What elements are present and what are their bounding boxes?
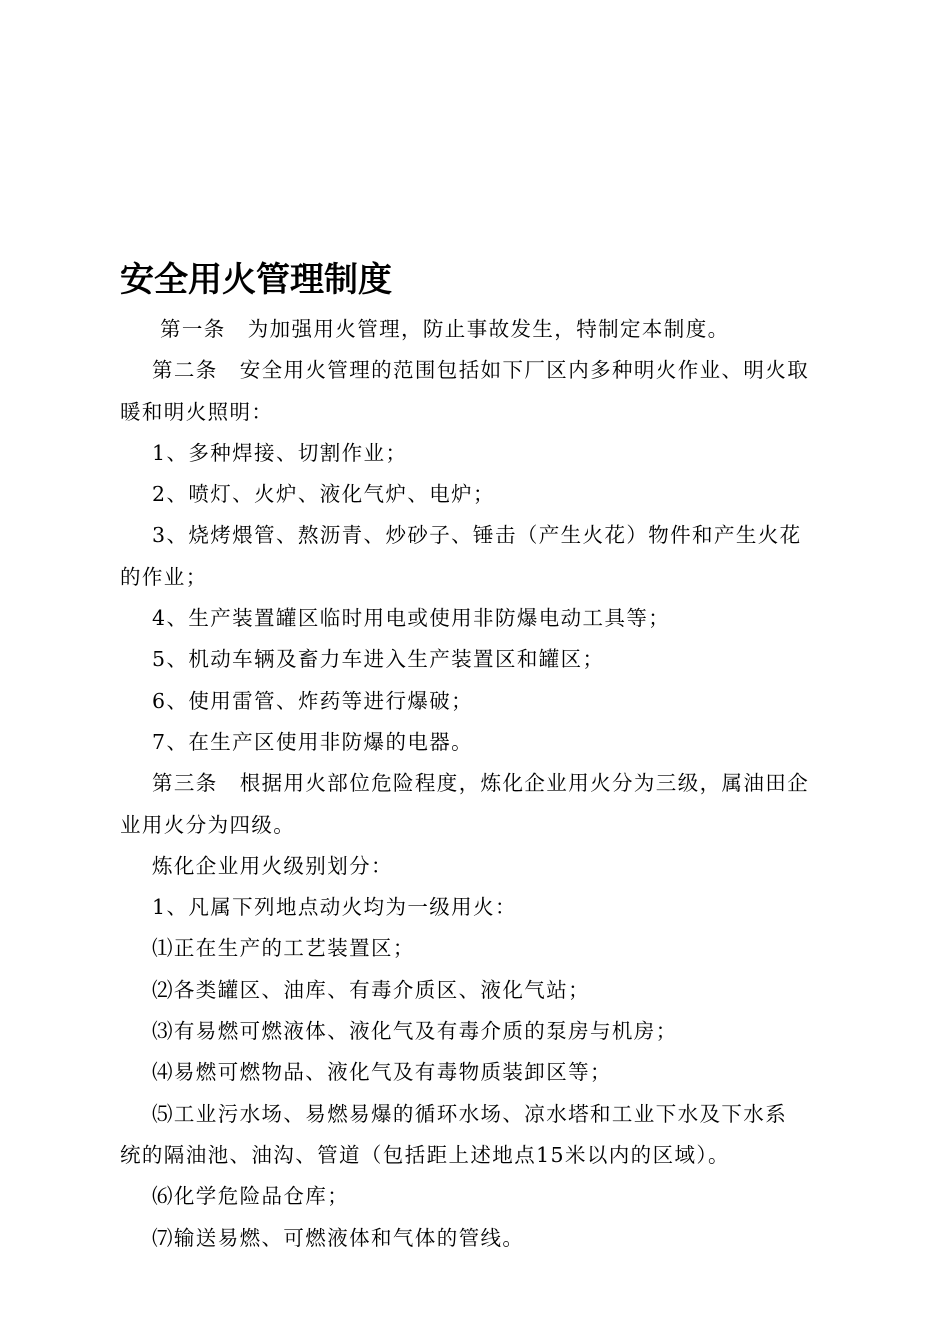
list-item: 2、喷灯、火炉、液化气炉、电炉；	[152, 482, 495, 507]
list-item: 4、生产装置罐区临时用电或使用非防爆电动工具等；	[152, 606, 671, 631]
article-3	[120, 763, 830, 804]
article-text: 安全用火管理的范围包括如下厂区内多种明火作业、明火取	[239, 358, 810, 383]
list-item: 5、机动车辆及畜力车进入生产装置区和罐区；	[152, 647, 605, 672]
document-body	[120, 309, 830, 1259]
article-1	[120, 309, 830, 350]
sub-list-item: ⑷易燃可燃物品、液化气及有毒物质装卸区等；	[152, 1060, 612, 1085]
article-text: 为加强用火管理，防止事故发生，特制定本制度。	[247, 317, 730, 341]
article-label: 第三条	[152, 771, 218, 796]
sub-list-item: ⑹化学危险品仓库；	[152, 1184, 350, 1209]
list-item: 3、烧烤煨管、熬沥青、炒砂子、锤击（产生火花）物件和产生火花	[152, 523, 802, 548]
sub-list-item: ⑶有易燃可燃液体、液化气及有毒介质的泵房与机房；	[152, 1019, 678, 1044]
paragraph-line: 炼化企业用火级别划分：	[152, 853, 393, 878]
paragraph-line: 的作业；	[120, 564, 208, 589]
article-text: 根据用火部位危险程度，炼化企业用火分为三级，属油田企	[239, 771, 810, 796]
list-item: 6、使用雷管、炸药等进行爆破；	[152, 688, 474, 713]
list-item: 1、多种焊接、切割作业；	[152, 440, 408, 465]
list-item: 7、在生产区使用非防爆的电器。	[152, 729, 474, 754]
sub-list-item: ⑴正在生产的工艺装置区；	[152, 936, 415, 961]
paragraph-line: 暖和明火照明：	[120, 399, 274, 424]
sub-list-item: ⑵各类罐区、油库、有毒介质区、液化气站；	[152, 977, 590, 1002]
sub-list-item: ⑺输送易燃、可燃液体和气体的管线。	[152, 1225, 525, 1250]
article-2	[120, 350, 830, 391]
list-item: 1、凡属下列地点动火均为一级用火：	[152, 895, 517, 920]
paragraph-line: 统的隔油池、油沟、管道（包括距上述地点15米以内的区域）。	[120, 1142, 730, 1167]
sub-list-item: ⑸工业污水场、易燃易爆的循环水场、凉水塔和工业下水及下水系	[152, 1101, 788, 1126]
article-label: 第二条	[152, 358, 218, 383]
article-label: 第一条	[160, 317, 226, 341]
document-title: 安全用火管理制度	[120, 260, 392, 300]
paragraph-line: 业用火分为四级。	[120, 812, 296, 837]
